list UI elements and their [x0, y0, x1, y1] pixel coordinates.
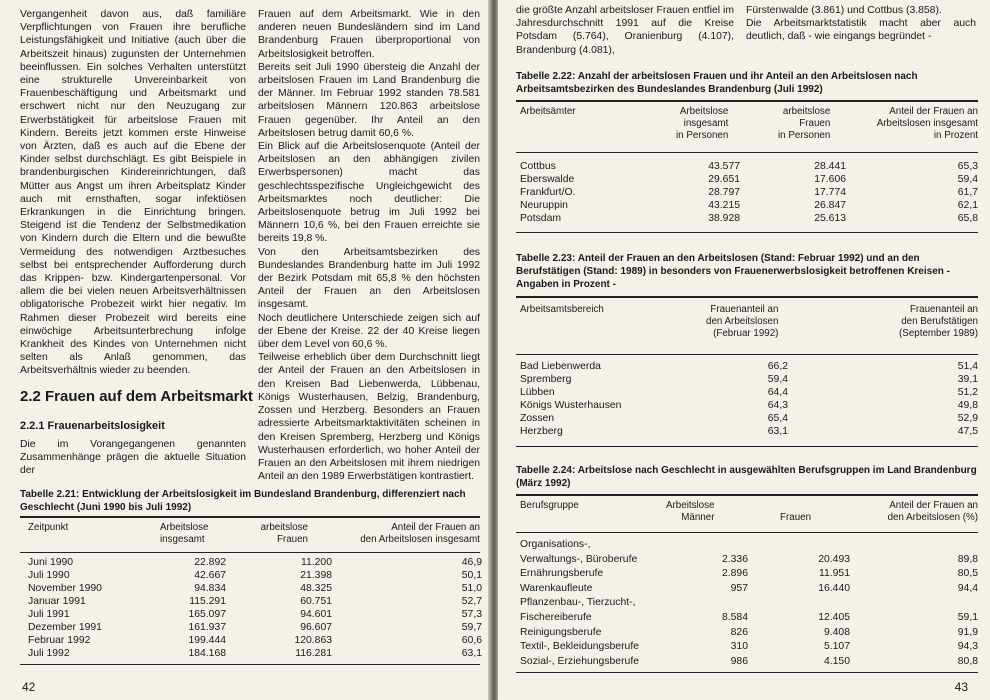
table-2-22-cell: 62,1 — [957, 200, 978, 211]
table-2-22-header-aemter: Arbeitsämter — [520, 106, 576, 117]
table-2-24-cell: 94,3 — [957, 641, 978, 653]
table-2-22-cell: 26.847 — [814, 200, 846, 211]
table-2-22-cell: 43.215 — [708, 200, 740, 211]
table-2-22-caption — [516, 70, 978, 96]
table-2-21-cell: 60,6 — [461, 635, 482, 646]
table-2-23-row — [516, 399, 978, 412]
intro-paragraph: Die im Vorangegangenen genannten Zusammenhänge prägen die aktuelle Situation der — [20, 439, 246, 477]
table-2-21-header-anteil: Anteil der Frauen an den Arbeitslosen insgesamt — [360, 522, 480, 545]
table-2-22-cell: 38.928 — [708, 213, 740, 224]
table-2-22-cell: 28.797 — [708, 187, 740, 198]
table-2-21-cell: 161.937 — [188, 622, 226, 633]
table-2-21-caption — [20, 488, 480, 514]
table-2-24-cell: 310 — [730, 641, 748, 653]
table-2-21-cell: Juli 1992 — [28, 648, 70, 659]
left-col2-paragraph: Ein Blick auf die Arbeitslosenquote (Anteil der Arbeitslosen an den abhängigen zivilen Erwerbspersonen) macht das geschlechtsspezifische Ungleichgewicht des Arbeitsmarktes noch deutlicher: Die Arbeitslosenquote betrug im Juli 1992 bei Männern 10,6 %, bei den Frauen erreichte sie bereits 19,8 %. — [258, 141, 480, 245]
table-2-24-cell: 826 — [730, 626, 748, 638]
table-2-24-cell: 16.440 — [818, 582, 850, 594]
table-2-23-header-rule — [516, 354, 978, 355]
table-2-21-cell: 94.834 — [194, 583, 226, 594]
table-2-23-top-rule — [516, 296, 978, 298]
table-2-24-cell: 5.107 — [823, 641, 850, 653]
table-2-23-row — [516, 373, 978, 386]
table-2-23-row — [516, 386, 978, 399]
table-2-23-cell: 66,2 — [767, 361, 788, 372]
section-heading: 2.2 Frauen auf dem Arbeitsmarkt — [20, 388, 253, 405]
table-2-24-header-maenner: Arbeitslose Männer — [666, 500, 715, 523]
table-2-23-header — [516, 304, 978, 346]
table-2-23-row — [516, 360, 978, 373]
table-2-23-cell: 39,1 — [957, 374, 978, 385]
table-2-22-cell: 28.441 — [814, 161, 846, 172]
table-2-21-cell: November 1990 — [28, 583, 102, 594]
table-2-21-number: Tabelle 2.21: — [20, 489, 80, 500]
table-2-23-cell: 47,5 — [957, 426, 978, 437]
page-number-right: 43 — [954, 680, 968, 694]
table-2-24-cell: Reinigungsberufe — [520, 626, 602, 638]
left-body-column-2 — [258, 8, 480, 483]
table-2-21-header-zeitpunkt: Zeitpunkt — [28, 522, 69, 533]
table-2-23-header-berufstaetige: Frauenanteil an den Berufstätigen (September 1989) — [899, 304, 978, 339]
table-2-21-cell: 11.200 — [300, 557, 332, 568]
left-col2-paragraph: Noch deutlichere Unterschiede zeigen sich auf der Ebene der Kreise. 22 der 40 Kreise liegen über dem Level von 60,6 %. — [258, 312, 480, 351]
table-2-22-row — [516, 173, 978, 186]
table-2-21-header-frauen: arbeitslose Frauen — [260, 522, 308, 545]
table-2-24-row — [516, 596, 978, 609]
table-2-23-row — [516, 425, 978, 438]
table-2-22-header-insgesamt: Arbeitslose insgesamt in Personen — [676, 106, 729, 141]
table-2-22-cell: 65,8 — [957, 213, 978, 224]
page-number-left: 42 — [22, 680, 36, 694]
table-2-24-cell: 94,4 — [957, 582, 978, 594]
table-2-21-cell: 46,9 — [461, 557, 482, 568]
table-2-24-cell: Pflanzenbau-, Tierzucht-, — [520, 597, 636, 609]
table-2-22-cell: 29.651 — [708, 174, 740, 185]
table-2-24-cell: Ernährungsberufe — [520, 568, 604, 580]
table-2-24-number: Tabelle 2.24: — [516, 465, 576, 476]
right-page — [498, 0, 990, 700]
table-2-22-row — [516, 212, 978, 225]
table-2-24-row — [516, 640, 978, 653]
table-2-22-cell: Eberswalde — [520, 174, 575, 185]
table-2-21-cell: 116.281 — [295, 648, 332, 659]
table-2-22-cell: 65,3 — [957, 161, 978, 172]
table-2-22-cell: Cottbus — [520, 161, 556, 172]
table-2-23-cell: 59,4 — [767, 374, 788, 385]
table-2-21-cell: Dezember 1991 — [28, 622, 102, 633]
table-2-22-cell: Potsdam — [520, 213, 562, 224]
left-page — [0, 0, 490, 700]
table-2-23-cell: 63,1 — [767, 426, 788, 437]
table-2-21-cell: 94.601 — [300, 609, 332, 620]
table-2-21-header-rule — [20, 552, 480, 553]
left-col2-paragraph: Teilweise erheblich über dem Durchschnitt liegt der Anteil der Frauen an den Arbeitslosen in den Kreisen Bad Liebenwerda, Lübbenau, Königs Wusterhausen, Belzig, Brandenburg, Zossen und Herzberg. Besonders an Frauen adressierte Arbeitsmarktaktivitäten scheinen in den Kreisen Spremberg, Herzberg und Königs Wusterhausen erforderlich, wo hoher Anteil der Frauen an den Arbeitslosen mit ihrem niedrigen Anteil an den 1989 Erwerbstätigen kontrastiert. — [258, 352, 480, 483]
table-2-23-row — [516, 412, 978, 425]
table-2-21-cell: 120.863 — [294, 635, 332, 646]
table-2-21-cell: 42.667 — [194, 570, 226, 581]
table-2-23-cell: 49,8 — [957, 400, 978, 411]
table-2-21-row — [20, 647, 482, 660]
table-2-21-row — [20, 608, 482, 621]
table-2-24-cell: Warenkaufleute — [520, 582, 593, 594]
table-2-21-cell: 57,3 — [461, 609, 482, 620]
table-2-21-cell: 48.325 — [300, 583, 332, 594]
table-2-21-cell: 52,7 — [461, 596, 482, 607]
table-2-23-cell: Königs Wusterhausen — [520, 400, 622, 411]
table-2-22-header — [516, 106, 978, 150]
table-2-21-row — [20, 582, 482, 595]
table-2-23-cell: 51,4 — [957, 361, 978, 372]
table-2-21-title: Entwicklung der Arbeitslosigkeit im Bundesland Brandenburg, differenziert nach Geschlecht (Juni 1990 bis Juli 1992) — [20, 489, 466, 513]
table-2-21-cell: 60.751 — [300, 596, 332, 607]
table-2-22-title: Anzahl der arbeitslosen Frauen und ihr Anteil an den Arbeitslosen nach Arbeitsamtsbezirken des Bundeslandes Brandenburg (Juli 1992) — [516, 71, 918, 95]
table-2-22-row — [516, 160, 978, 173]
table-2-24-cell: 89,8 — [957, 553, 978, 565]
table-2-22-cell: 25.613 — [814, 213, 846, 224]
table-2-23-bottom-rule — [516, 446, 978, 447]
table-2-24-cell: 4.150 — [823, 655, 850, 667]
table-2-21-header — [20, 522, 480, 552]
table-2-24-cell: 2.336 — [721, 553, 748, 565]
table-2-22-cell: Neuruppin — [520, 200, 568, 211]
table-2-23-cell: 64,3 — [767, 400, 788, 411]
table-2-24-bottom-rule — [516, 672, 978, 673]
table-2-23-header-arbeitslose: Frauenanteil an den Arbeitslosen (Februar 1992) — [706, 304, 779, 339]
table-2-23-header-bereich: Arbeitsamtsbereich — [520, 304, 604, 315]
table-2-22-row — [516, 199, 978, 212]
table-2-24-row — [516, 538, 978, 551]
table-2-21-cell: 165.097 — [188, 609, 226, 620]
table-2-23-number: Tabelle 2.23: — [516, 253, 576, 264]
table-2-21-cell: 21.398 — [300, 570, 332, 581]
table-2-22-header-rule — [516, 152, 978, 153]
table-2-22-number: Tabelle 2.22: — [516, 71, 576, 82]
table-2-21-cell: 51,0 — [461, 583, 482, 594]
table-2-24-cell: 2.896 — [721, 568, 748, 580]
table-2-21-cell: Juni 1990 — [28, 557, 74, 568]
table-2-24-row — [516, 582, 978, 595]
table-2-21-cell: Juli 1991 — [28, 609, 70, 620]
table-2-24-cell: 80,5 — [957, 568, 978, 580]
table-2-23-cell: Herzberg — [520, 426, 563, 437]
table-2-24-cell: 986 — [730, 655, 748, 667]
table-2-24-cell: Organisations-, — [520, 539, 591, 550]
table-2-24-title: Arbeitslose nach Geschlecht in ausgewählten Berufsgruppen im Land Brandenburg (März 1992) — [516, 465, 977, 489]
table-2-23-title: Anteil der Frauen an den Arbeitslosen (Stand: Februar 1992) und an den Berufstätigen (Stand: 1989) in besonders von Frauenerwerbslosigkeit betroffenen Kreisen - Angaben in Prozent - — [516, 253, 950, 290]
table-2-24-row — [516, 655, 978, 668]
table-2-24-cell: 12.405 — [818, 612, 850, 623]
table-2-23-caption — [516, 252, 978, 291]
table-2-21-cell: 96.607 — [300, 622, 332, 633]
table-2-21-cell: Februar 1992 — [28, 635, 91, 646]
table-2-22-cell: 17.606 — [814, 174, 846, 185]
table-2-22-cell: 43.577 — [708, 161, 740, 172]
table-2-24-header-anteil: Anteil der Frauen an den Arbeitslosen (%) — [887, 500, 978, 523]
table-2-23-cell: Zossen — [520, 413, 555, 424]
table-2-23-cell: 52,9 — [957, 413, 978, 424]
table-2-21-cell: 115.291 — [189, 596, 226, 607]
table-2-21-cell: 63,1 — [461, 648, 482, 659]
table-2-24-row — [516, 567, 978, 580]
left-col2-paragraph: Bereits seit Juli 1990 übersteig die Anzahl der arbeitslosen Frauen im Land Brandenburg die der Männer. Im Februar 1992 standen 78.581 arbeitslosen Männern 120.863 arbeitslose Frauen gegenüber. Ihr Anteil an den Arbeitslosen betrug damit 60,6 %. — [258, 61, 480, 139]
left-col2-paragraph: Von den Arbeitsamtsbezirken des Bundeslandes Brandenburg hatte im Juli 1992 der Bezirk Potsdam mit 65,8 % den höchsten Anteil der Frauen an den Arbeitslosen insgesamt. — [258, 246, 480, 311]
table-2-24-top-rule — [516, 494, 978, 496]
table-2-21-row — [20, 621, 482, 634]
table-2-21-bottom-rule — [20, 664, 480, 665]
table-2-22-cell: 59,4 — [957, 174, 978, 185]
right-top-column-1: die größte Anzahl arbeitsloser Frauen entfiel im Jahresdurchschnitt 1991 auf die Kreise Potsdam (5.764), Oranienburg (4.107), Brandenburg (4.081), — [516, 5, 734, 56]
table-2-24-cell: 20.493 — [818, 553, 850, 565]
table-2-22-cell: 17.774 — [814, 187, 846, 198]
table-2-22-header-frauen: arbeitslose Frauen in Personen — [778, 106, 831, 141]
table-2-21-top-rule — [20, 516, 480, 518]
table-2-23-cell: Bad Liebenwerda — [520, 361, 601, 372]
table-2-23-cell: 65,4 — [767, 413, 788, 424]
table-2-21-row — [20, 595, 482, 608]
table-2-24-cell: 80,8 — [957, 655, 978, 667]
table-2-21-cell: 184.168 — [188, 648, 226, 659]
table-2-21-cell: Januar 1991 — [28, 596, 86, 607]
table-2-21-row — [20, 569, 482, 582]
table-2-24-cell: 9.408 — [823, 626, 850, 638]
table-2-24-cell: 11.951 — [818, 568, 850, 580]
table-2-24-row — [516, 611, 978, 624]
table-2-24-row — [516, 626, 978, 639]
left-col2-paragraph: Frauen auf dem Arbeitsmarkt. Wie in den anderen neuen Bundesländern sind im Land Brandenburg Frauen überproportional von Arbeitslosigkeit betroffen. — [258, 9, 480, 60]
table-2-22-top-rule — [516, 100, 978, 102]
table-2-24-header-berufsgruppe: Berufsgruppe — [520, 500, 579, 511]
table-2-21-header-arbeitslose: Arbeitslose insgesamt — [160, 522, 209, 545]
table-2-21-row — [20, 556, 482, 569]
table-2-24-header-rule — [516, 532, 978, 533]
table-2-24-cell: 59,1 — [957, 612, 978, 623]
table-2-23-cell: 64,4 — [767, 387, 788, 398]
table-2-22-header-anteil: Anteil der Frauen an Arbeitslosen insgesamt in Prozent — [876, 106, 978, 141]
table-2-22-cell: Frankfurt/O. — [520, 187, 576, 198]
table-2-21-cell: 22.892 — [194, 557, 226, 568]
table-2-22-cell: 61,7 — [957, 187, 978, 198]
subsection-heading: 2.2.1 Frauenarbeitslosigkeit — [20, 420, 165, 432]
table-2-21-cell: 50,1 — [461, 570, 482, 581]
table-2-21-cell: Juli 1990 — [28, 570, 70, 581]
table-2-23-cell: Spremberg — [520, 374, 572, 385]
table-2-24-header-frauen: Frauen — [780, 512, 812, 523]
table-2-23-cell: 51,2 — [957, 387, 978, 398]
table-2-21-cell: 199.444 — [188, 635, 226, 646]
table-2-21-row — [20, 634, 482, 647]
table-2-24-header — [516, 500, 978, 530]
table-2-24-cell: Verwaltungs-, Büroberufe — [520, 553, 638, 565]
table-2-22-bottom-rule — [516, 232, 978, 233]
table-2-24-cell: Textil-, Bekleidungsberufe — [520, 641, 639, 653]
table-2-24-cell: 91,9 — [957, 626, 978, 638]
table-2-24-caption — [516, 464, 978, 490]
table-2-24-row — [516, 553, 978, 566]
table-2-24-cell: Fischereiberufe — [520, 612, 592, 623]
table-2-22-row — [516, 186, 978, 199]
table-2-24-cell: 8.584 — [721, 612, 748, 623]
table-2-23-cell: Lübben — [520, 387, 555, 398]
right-top-column-2: Fürstenwalde (3.861) und Cottbus (3.858). Die Arbeitsmarktstatistik macht aber auch deutlich, daß - wie eingangs begründet - — [746, 5, 976, 43]
table-2-24-cell: Sozial-, Erziehungsberufe — [520, 655, 639, 667]
table-2-24-cell: 957 — [730, 582, 748, 594]
left-body-column-1: Vergangenheit davon aus, daß familiäre Verpflichtungen von Frauen ihre berufliche Leistungsfähigkeit und Initiative (auch über die Arbeitszeit hinaus) zugunsten der Unternehmen beeinflussen. Ein solches Verhalten unterstützt eine strukturelle Unvereinbarkeit von Frauenbeschäftigung und Arbeitsmarkt und erschwert nicht nur den Neuzugang zur Erwerbstätigkeit für arbeitslose Frauen mit Kindern. Bereits jetzt kommen erste Hinweise von Ärzten, daß es auch auf die Ebene der Kinder selbst durchschlägt. Es gibt Beispiele in brandenburgischen Kindereinrichtungen, daß Mütter aus Angst um ihren Arbeitsplatz Kinder auch mit ernsthaften, sogar infektiösen Erkrankungen in die Einrichtung bringen. Steigend ist die Tendenz der Selbstmedikation von Kindern durch die Eltern und die bewußte Vermeidung des notwendigen Arztbesuches selbst bei entsprechender Aufforderung durch das Krippen- bzw. Kindergartenpersonal. Vor allem die bei vielen neuen Arbeitsverhältnissen obligatorische Probezeit wirkt hier negativ. Im Rahmen dieser Probezeit wird bereits eine einwöchige Arbeitsunterbrechung infolge Krankheit des Kindes von Unternehmen nicht selten als Anlaß genommen, das Arbeitsverhältnis wieder zu beenden. — [20, 9, 246, 377]
table-2-21-cell: 59,7 — [461, 622, 482, 633]
